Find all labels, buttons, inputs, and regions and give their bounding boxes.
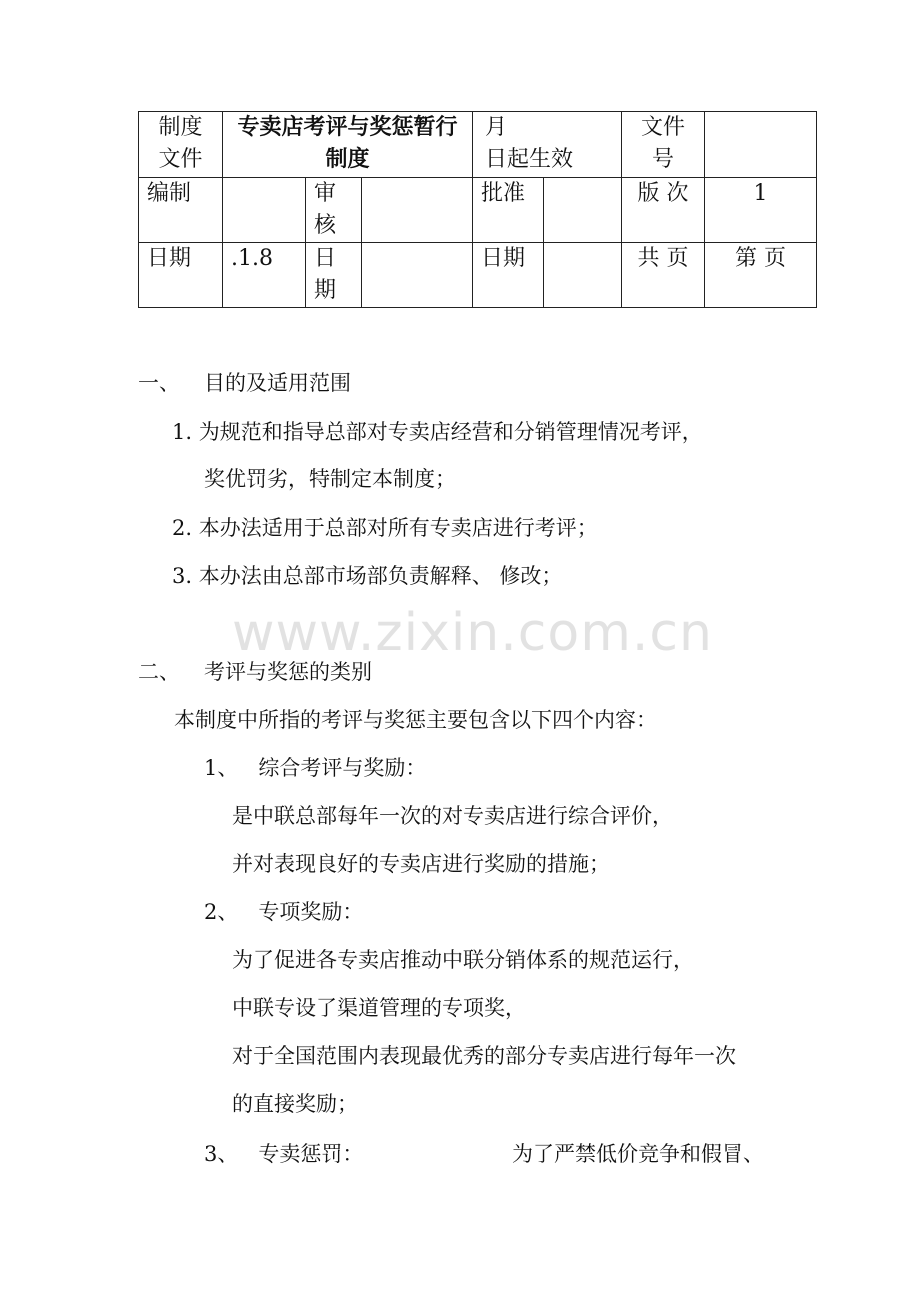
category-1-desc-line-2: 并对表现良好的专卖店进行奖励的措施； [232,852,610,876]
category-1-heading: 1、 综合考评与奖励： [204,756,427,780]
date-value-2 [362,243,473,308]
category-1-desc-line-1: 是中联总部每年一次的对专卖店进行综合评价， [232,804,673,828]
section-1-title: 目的及适用范围 [204,371,351,395]
watermark-text: www.zixin.com.cn [232,603,713,663]
section-1-heading [138,367,351,397]
label-approved-by: 批准 [473,178,544,243]
section-2-title: 考评与奖惩的类别 [204,660,372,684]
category-2-desc-line-2: 中联专设了渠道管理的专项奖， [232,996,526,1020]
label-document-number: 文件 号 [622,112,705,178]
label-date-3: 日期 [473,243,544,308]
category-3-heading: 3、 专卖惩罚： [204,1142,364,1166]
version-value: 1 [705,178,817,243]
label-date-1: 日期 [139,243,223,308]
category-2-desc-line-1: 为了促进各专卖店推动中联分销体系的规范运行， [232,948,694,972]
category-2-heading: 2、 专项奖励： [204,900,364,924]
section-2-heading [138,656,372,686]
label-date-2: 日 期 [306,243,362,308]
category-3-desc-line-1: 为了严禁低价竞争和假冒、 [512,1142,764,1166]
prepared-by-value [223,178,306,243]
section-2-intro: 本制度中所指的考评与奖惩主要包含以下四个内容： [174,708,657,732]
label-reviewed-by: 审 核 [306,178,362,243]
section-1-item-2: 2. 本办法适用于总部对所有专卖店进行考评； [172,516,598,540]
label-total-pages: 共 页 [622,243,705,308]
label-version: 版 次 [622,178,705,243]
category-2-desc-line-4: 的直接奖励； [232,1092,358,1116]
document-number-value [705,112,817,178]
label-page-number: 第 页 [705,243,817,308]
reviewed-by-value [362,178,473,243]
date-value-1: .1.8 [223,243,306,308]
section-1-item-1-cont: 奖优罚劣，特制定本制度； [204,467,456,491]
category-2-desc-line-3: 对于全国范围内表现最优秀的部分专卖店进行每年一次 [232,1044,736,1068]
date-value-3 [544,243,622,308]
document-title: 专卖店考评与奖惩暂行制度 [223,112,473,178]
section-1-item-1: 1. 为规范和指导总部对专卖店经营和分销管理情况考评， [172,420,703,444]
section-1-item-3: 3. 本办法由总部市场部负责解释、 修改； [172,564,563,588]
section-2-number: 二、 [138,660,180,684]
approved-by-value [544,178,622,243]
section-1-number: 一、 [138,371,180,395]
label-system-document: 制度 文件 [139,112,223,178]
effective-date: 月 日起生效 [473,112,622,178]
label-prepared-by: 编制 [139,178,223,243]
document-header-table [138,111,817,308]
